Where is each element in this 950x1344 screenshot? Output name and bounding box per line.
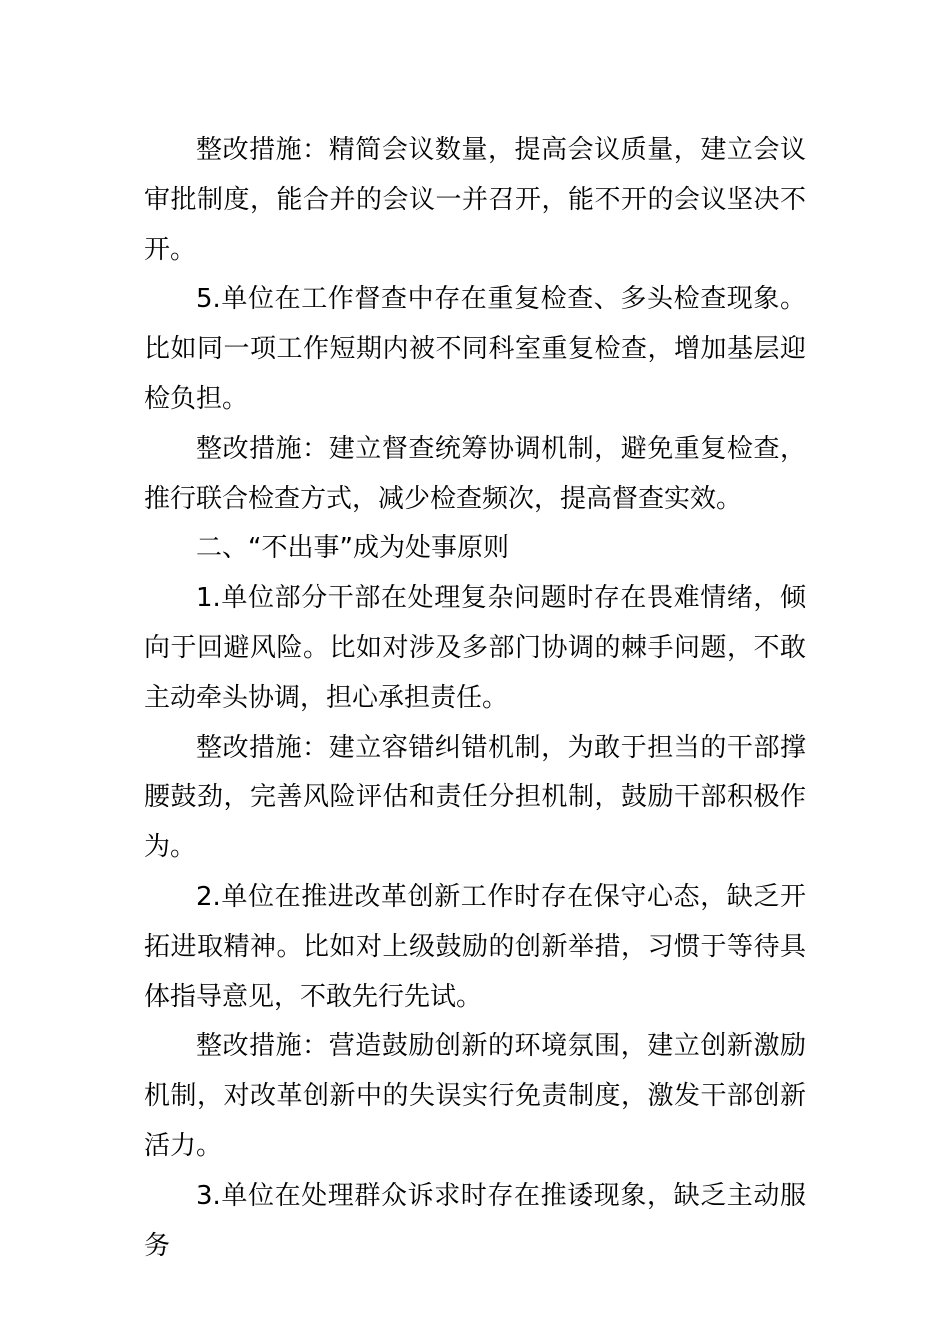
document-body xyxy=(144,126,806,1271)
paragraph-rectify-innovation: 整改措施：营造鼓励创新的环境氛围，建立创新激励机制，对改革创新中的失误实行免责制度，激发干部创新活力。 xyxy=(144,1031,806,1161)
paragraph-rectify-risk: 整改措施：建立容错纠错机制，为敢于担当的干部撑腰鼓劲，完善风险评估和责任分担机制，鼓励干部积极作为。 xyxy=(144,732,806,863)
section-heading-2: 二、“不出事”成为处事原则 xyxy=(196,533,509,564)
paragraph-issue-2-innovation: 2.单位在推进改革创新工作时存在保守心态，缺乏开拓进取精神。比如对上级鼓励的创新举措，习惯于等待具体指导意见，不敢先行先试。 xyxy=(144,881,806,1012)
paragraph-issue-5-inspection: 5.单位在工作督查中存在重复检查、多头检查现象。比如同一项工作短期内被不同科室重复检查，增加基层迎检负担。 xyxy=(144,284,806,414)
paragraph-rectify-meetings: 整改措施：精简会议数量，提高会议质量，建立会议审批制度，能合并的会议一并召开，能不开的会议坚决不开。 xyxy=(144,135,806,265)
paragraph-rectify-inspection: 整改措施：建立督查统筹协调机制，避免重复检查，推行联合检查方式，减少检查频次，提高督查实效。 xyxy=(144,433,806,514)
paragraph-issue-1-risk: 1.单位部分干部在处理复杂问题时存在畏难情绪，倾向于回避风险。比如对涉及多部门协调的棘手问题，不敢主动牵头协调，担心承担责任。 xyxy=(144,583,806,713)
paragraph-issue-3-petitions: 3.单位在处理群众诉求时存在推诿现象，缺乏主动服务 xyxy=(144,1180,806,1261)
